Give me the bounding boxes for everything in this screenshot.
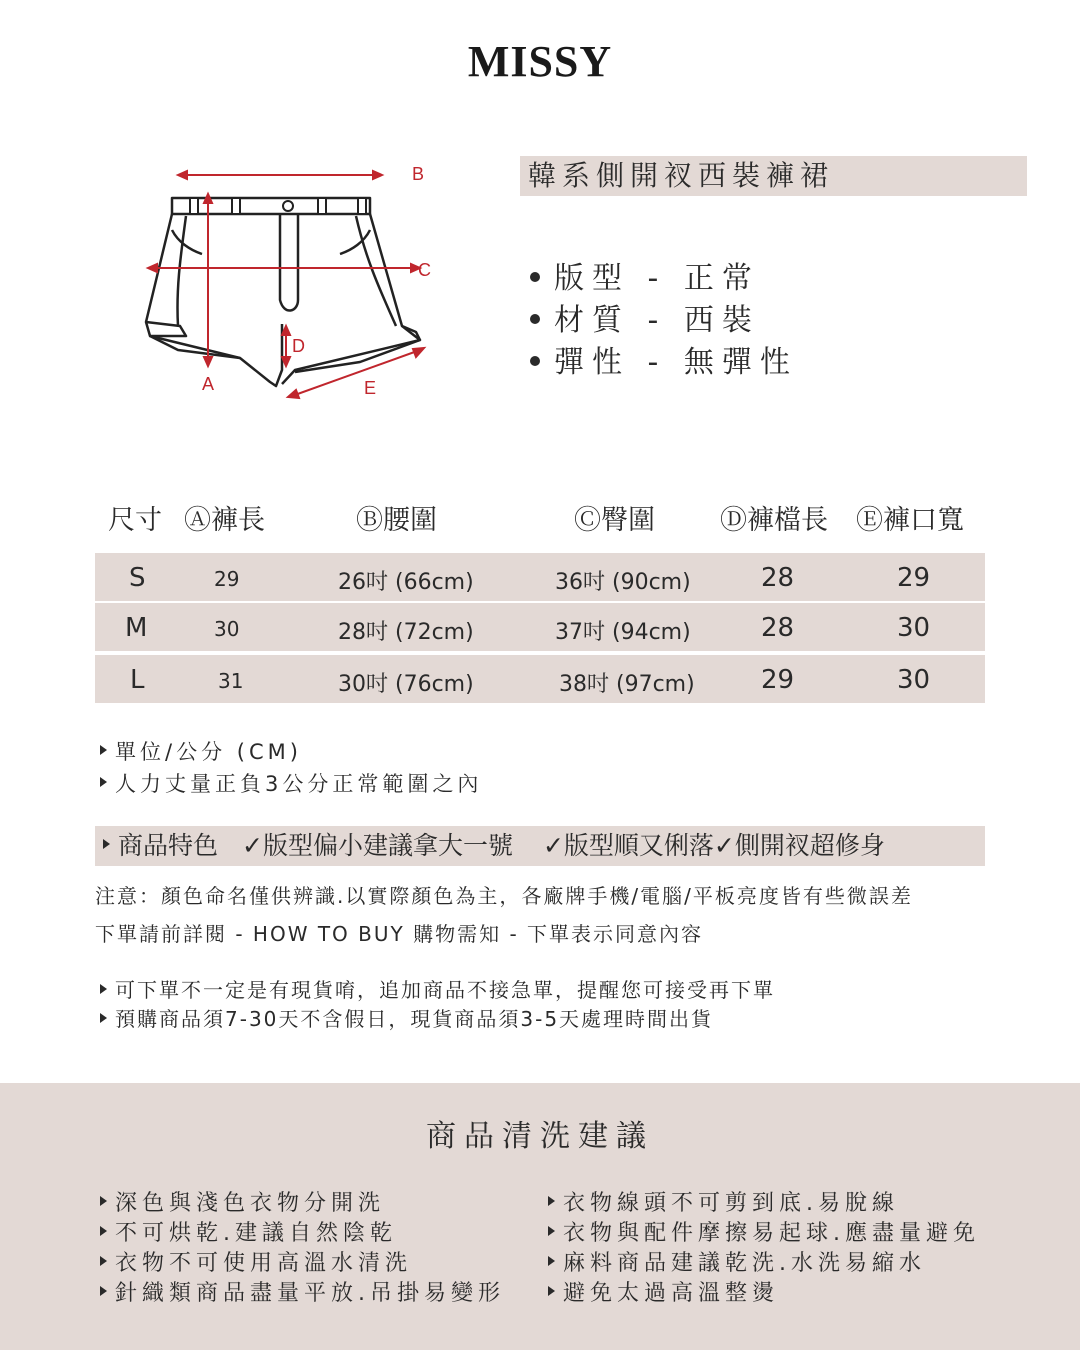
bullet-icon	[530, 356, 540, 366]
spec-item: 版型 - 正常	[526, 258, 798, 300]
shorts-measurement-diagram	[120, 150, 460, 410]
label-a: A	[202, 374, 215, 394]
feature-label: 商品特色	[118, 831, 219, 860]
feature-item: ✓版型偏小建議拿大一號	[242, 831, 513, 860]
table-row: L 31 30吋 (76cm) 38吋 (97cm) 29 30	[95, 655, 985, 703]
spec-list	[526, 258, 798, 384]
care-item: 衣物與配件摩擦易起球.應盡量避免	[548, 1219, 980, 1249]
header-rise: Ⓓ褲檔長	[720, 505, 828, 536]
triangle-bullet-icon	[100, 984, 107, 994]
triangle-bullet-icon	[548, 1286, 555, 1296]
header-size: 尺寸	[108, 505, 162, 536]
label-b: B	[412, 164, 425, 184]
label-c: C	[418, 260, 431, 280]
triangle-bullet-icon	[100, 745, 107, 755]
order-note: 預購商品須7-30天不含假日，現貨商品須3-5天處理時間出貨	[100, 1003, 713, 1032]
color-notice: 注意：顏色命名僅供辨識.以實際顏色為主，各廠牌手機/電腦/平板亮度皆有些微誤差	[95, 884, 913, 908]
header-length: Ⓐ褲長	[184, 505, 265, 536]
triangle-bullet-icon	[548, 1226, 555, 1236]
label-d: D	[292, 336, 305, 356]
triangle-bullet-icon	[100, 1196, 107, 1206]
care-item: 不可烘乾.建議自然陰乾	[100, 1219, 505, 1249]
care-item: 避免太過高溫整燙	[548, 1279, 980, 1309]
table-row: S 29 26吋 (66cm) 36吋 (90cm) 28 29	[95, 553, 985, 601]
size-table-header	[0, 498, 1080, 538]
care-title: 商品清洗建議	[426, 1119, 654, 1154]
triangle-bullet-icon	[103, 839, 110, 849]
tolerance-note: 人力丈量正負3公分正常範圍之內	[100, 768, 482, 798]
spec-item: 材質 - 西裝	[526, 300, 798, 342]
care-list-right	[548, 1189, 980, 1309]
feature-item: ✓版型順又俐落✓側開衩超修身	[542, 831, 885, 860]
bullet-icon	[530, 272, 540, 282]
order-note: 可下單不一定是有現貨唷，追加商品不接急單，提醒您可接受再下單	[100, 974, 775, 1003]
table-row: M 30 28吋 (72cm) 37吋 (94cm) 28 30	[95, 603, 985, 651]
feature-bar	[95, 826, 985, 866]
triangle-bullet-icon	[100, 777, 107, 787]
label-e: E	[364, 378, 377, 398]
bullet-icon	[530, 314, 540, 324]
triangle-bullet-icon	[100, 1256, 107, 1266]
care-item: 針織類商品盡量平放.吊掛易變形	[100, 1279, 505, 1309]
triangle-bullet-icon	[100, 1286, 107, 1296]
triangle-bullet-icon	[100, 1226, 107, 1236]
header-hip: Ⓒ臀圍	[574, 505, 655, 536]
header-waist: Ⓑ腰圍	[356, 505, 437, 536]
triangle-bullet-icon	[548, 1196, 555, 1206]
product-title: 韓系側開衩西裝褲裙	[520, 156, 1027, 196]
care-item: 深色與淺色衣物分開洗	[100, 1189, 505, 1219]
triangle-bullet-icon	[100, 1013, 107, 1023]
care-list-left	[100, 1189, 505, 1309]
spec-item: 彈性 - 無彈性	[526, 342, 798, 384]
unit-note: 單位/公分 (CM)	[100, 736, 302, 766]
purchase-notice: 下單請前詳閱 - HOW TO BUY 購物需知 - 下單表示同意內容	[95, 922, 704, 946]
care-section	[0, 1083, 1080, 1350]
triangle-bullet-icon	[548, 1256, 555, 1266]
brand-logo: MISSY	[467, 37, 613, 86]
care-item: 麻料商品建議乾洗.水洗易縮水	[548, 1249, 980, 1279]
header-leg-opening: Ⓔ褲口寬	[856, 505, 964, 536]
care-item: 衣物不可使用高溫水清洗	[100, 1249, 505, 1279]
belt-loops	[190, 198, 366, 214]
care-item: 衣物線頭不可剪到底.易脫線	[548, 1189, 980, 1219]
